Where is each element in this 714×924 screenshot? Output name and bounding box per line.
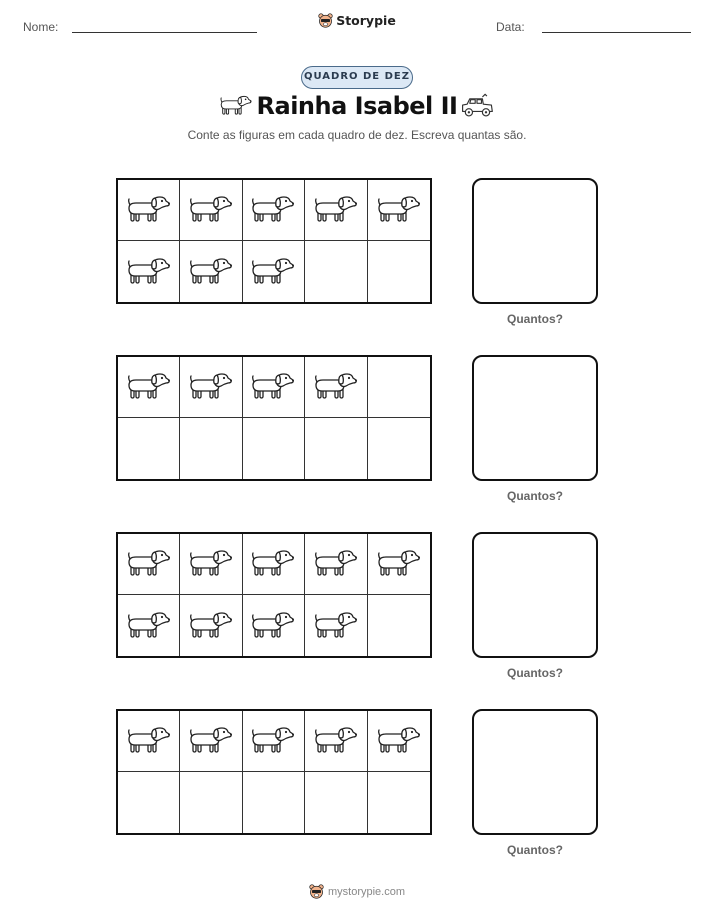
ten-frame-cell: [180, 534, 242, 595]
footer: [0, 884, 714, 903]
answer-label: Quantos?: [507, 843, 563, 857]
ten-frame: [116, 355, 432, 481]
dachshund-icon: [250, 194, 296, 226]
ten-frame-cell: [180, 772, 242, 833]
dachshund-icon: [126, 256, 172, 288]
name-line[interactable]: [72, 32, 257, 33]
ten-frame-cell: [243, 357, 305, 418]
dachshund-icon: [126, 371, 172, 403]
brand-header: [0, 13, 714, 32]
dachshund-icon: [313, 371, 359, 403]
ten-frame-cell: [243, 772, 305, 833]
answer-box[interactable]: [472, 355, 598, 481]
vintage-car-icon: [459, 93, 495, 119]
answer-label: Quantos?: [507, 312, 563, 326]
dachshund-icon: [250, 256, 296, 288]
answer-label: Quantos?: [507, 489, 563, 503]
ten-frame-cell: [368, 772, 430, 833]
ten-frame-cell: [180, 595, 242, 656]
ten-frame-cell: [118, 357, 180, 418]
ten-frame-cell: [305, 180, 367, 241]
dachshund-icon: [376, 194, 422, 226]
ten-frame-cell: [305, 595, 367, 656]
ten-frame-cell: [118, 534, 180, 595]
dachshund-icon: [126, 610, 172, 642]
instructions: Conte as figuras em cada quadro de dez. Escreva quantas são.: [187, 128, 527, 142]
ten-frame-cell: [180, 180, 242, 241]
dachshund-icon: [188, 256, 234, 288]
ten-frame-cell: [368, 595, 430, 656]
dachshund-icon: [126, 548, 172, 580]
dachshund-icon: [313, 610, 359, 642]
ten-frame-cell: [118, 595, 180, 656]
dachshund-icon: [250, 610, 296, 642]
ten-frame-cell: [243, 418, 305, 479]
name-label: Nome:: [23, 20, 59, 34]
date-label: Data:: [496, 20, 525, 34]
ten-frame-cell: [243, 711, 305, 772]
ten-frame-cell: [243, 180, 305, 241]
dachshund-icon: [250, 371, 296, 403]
dachshund-icon: [376, 548, 422, 580]
ten-frame-cell: [368, 180, 430, 241]
ten-frame-cell: [118, 772, 180, 833]
ten-frame: [116, 709, 432, 835]
dachshund-icon: [188, 725, 234, 757]
dachshund-icon: [188, 194, 234, 226]
dachshund-icon: [126, 725, 172, 757]
ten-frame-cell: [305, 418, 367, 479]
dachshund-icon: [126, 194, 172, 226]
ten-frame-cell: [118, 711, 180, 772]
answer-box[interactable]: [472, 709, 598, 835]
footer-url: mystorypie.com: [327, 885, 406, 898]
dachshund-icon: [188, 548, 234, 580]
date-line[interactable]: [542, 32, 691, 33]
ten-frame-cell: [180, 711, 242, 772]
ten-frame-cell: [180, 418, 242, 479]
worksheet-type-badge: QUADRO DE DEZ: [301, 66, 413, 89]
storypie-bear-icon: [318, 13, 333, 28]
ten-frame-cell: [118, 180, 180, 241]
ten-frame-cell: [118, 418, 180, 479]
ten-frame: [116, 178, 432, 304]
ten-frame-cell: [243, 534, 305, 595]
ten-frame-cell: [368, 357, 430, 418]
storypie-bear-icon: [309, 884, 324, 899]
ten-frame-cell: [305, 711, 367, 772]
ten-frame-cell: [368, 418, 430, 479]
ten-frame: [116, 532, 432, 658]
brand-name: Storypie: [336, 13, 396, 28]
dachshund-icon: [313, 194, 359, 226]
dachshund-icon: [250, 725, 296, 757]
dachshund-icon: [313, 548, 359, 580]
ten-frame-cell: [243, 241, 305, 302]
answer-label: Quantos?: [507, 666, 563, 680]
dachshund-icon: [250, 548, 296, 580]
dachshund-icon: [313, 725, 359, 757]
dachshund-icon: [376, 725, 422, 757]
dachshund-icon: [188, 610, 234, 642]
ten-frame-cell: [305, 357, 367, 418]
page-title: Rainha Isabel II: [256, 92, 458, 120]
ten-frame-cell: [180, 241, 242, 302]
ten-frame-cell: [305, 772, 367, 833]
ten-frame-cell: [243, 595, 305, 656]
dachshund-icon: [188, 371, 234, 403]
answer-box[interactable]: [472, 532, 598, 658]
ten-frame-cell: [368, 711, 430, 772]
ten-frame-cell: [118, 241, 180, 302]
ten-frame-cell: [180, 357, 242, 418]
answer-box[interactable]: [472, 178, 598, 304]
ten-frame-cell: [305, 534, 367, 595]
ten-frame-cell: [368, 241, 430, 302]
ten-frame-cell: [368, 534, 430, 595]
ten-frame-cell: [305, 241, 367, 302]
